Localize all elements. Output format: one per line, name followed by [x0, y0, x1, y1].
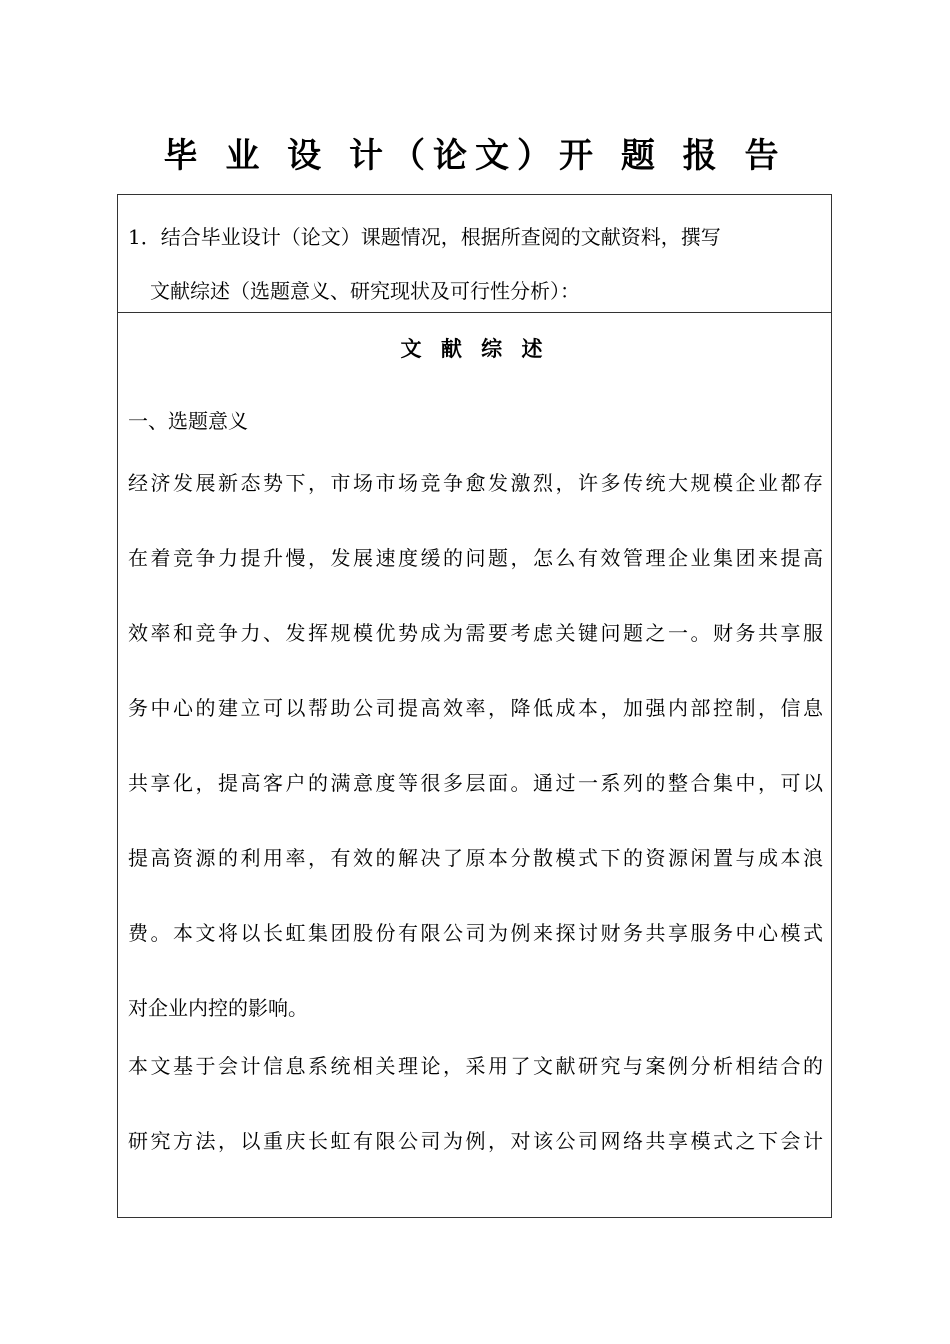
prompt-text-line-2: 文献综述（选题意义、研究现状及可行性分析）： [150, 279, 580, 303]
body-text-line: 在着竞争力提升慢，发展速度缓的问题，怎么有效管理企业集团来提高 [128, 546, 823, 570]
body-text-line: 本文基于会计信息系统相关理论，采用了文献研究与案例分析相结合的 [128, 1054, 823, 1078]
body-text-line: 务中心的建立可以帮助公司提高效率，降低成本，加强内部控制，信息 [128, 696, 823, 720]
body-text-line: 对企业内控的影响。 [128, 996, 308, 1020]
prompt-text-line-1: 1．结合毕业设计（论文）课题情况，根据所查阅的文献资料，撰写 [128, 225, 721, 249]
section-heading-significance: 一、选题意义 [128, 409, 248, 433]
body-text-line: 提高资源的利用率，有效的解决了原本分散模式下的资源闲置与成本浪 [128, 846, 823, 870]
body-text-line: 效率和竞争力、发挥规模优势成为需要考虑关键问题之一。财务共享服 [128, 621, 823, 645]
body-text-line: 经济发展新态势下，市场市场竞争愈发激烈，许多传统大规模企业都存 [128, 471, 823, 495]
body-text-line: 共享化，提高客户的满意度等很多层面。通过一系列的整合集中，可以 [128, 771, 823, 795]
report-table [117, 194, 832, 1218]
body-text-line: 费。本文将以长虹集团股份有限公司为例来探讨财务共享服务中心模式 [128, 921, 823, 945]
literature-review-heading: 文 献 综 述 [400, 337, 549, 361]
prompt-cell [118, 195, 831, 313]
page-title: 毕 业 设 计（论文）开 题 报 告 [163, 136, 787, 176]
body-text-line: 研究方法，以重庆长虹有限公司为例，对该公司网络共享模式之下会计 [128, 1129, 823, 1153]
